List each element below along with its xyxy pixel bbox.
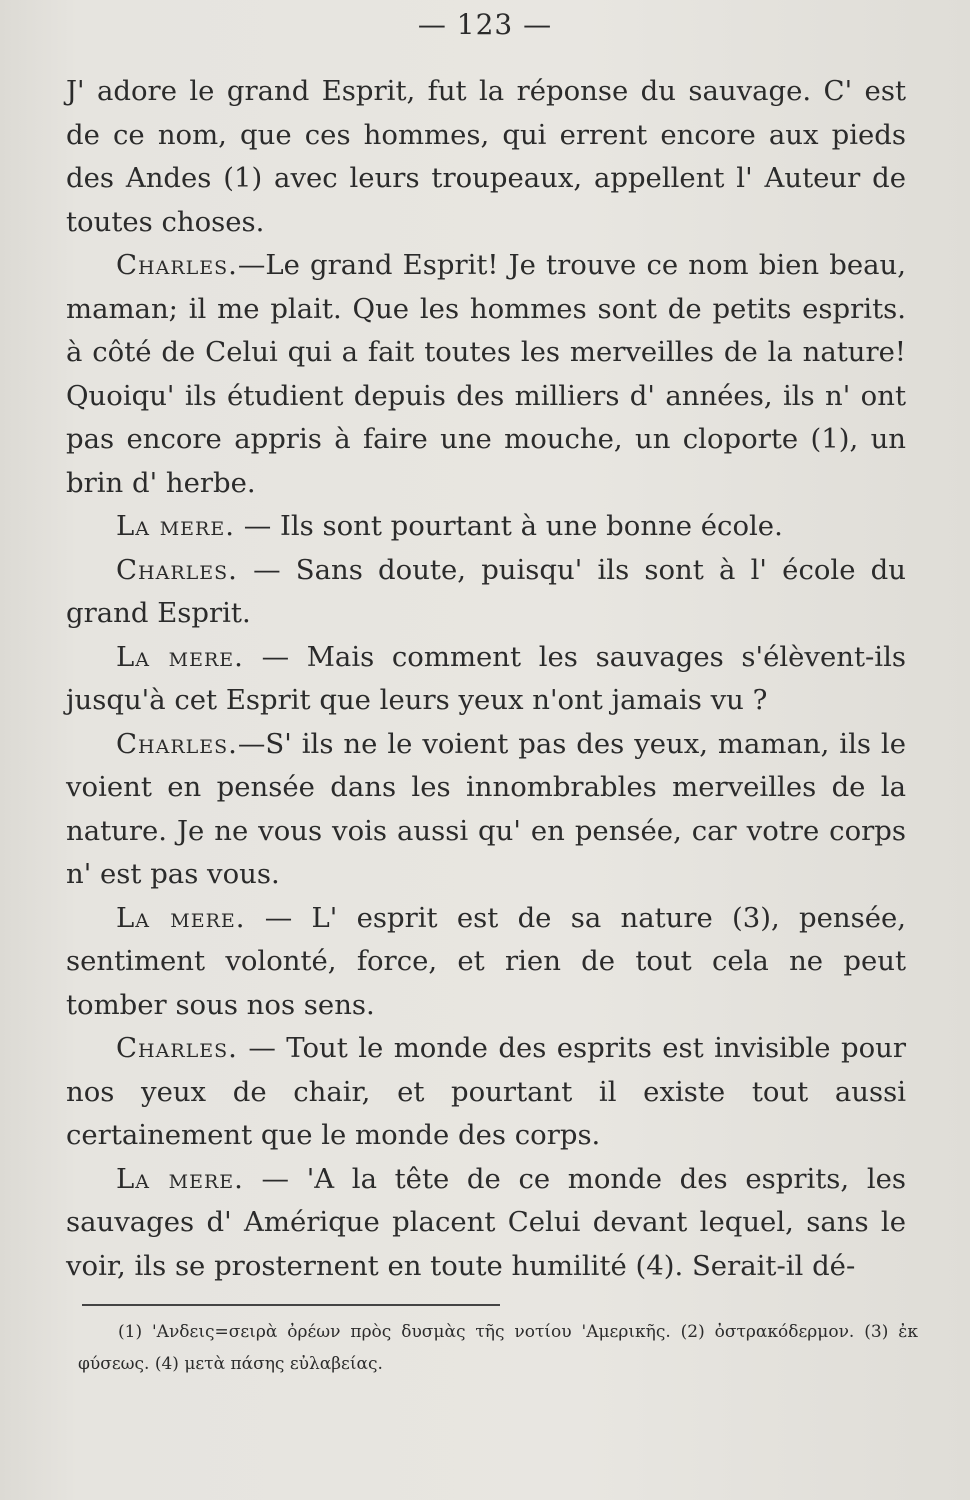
paragraph-text: — Mais comment les sauvages s'élèvent-ils jusqu'à cet Esprit que leurs yeux n'ont jamais vu ? <box>66 640 906 716</box>
paragraph-2 <box>66 244 906 505</box>
paragraph-8 <box>66 1027 906 1158</box>
paragraph-1 <box>66 70 906 244</box>
speaker-label: La mere. <box>116 510 235 542</box>
speaker-label: Charles. <box>116 553 238 586</box>
paragraph-text: — Ils sont pourtant à une bonne école. <box>234 510 783 542</box>
speaker-label: Charles. <box>116 1032 238 1064</box>
paragraph-text: — 'A la tête de ce monde des esprits, les sauvages d' Amérique placent Celui devant lequel, sans le voir, ils se prosternent en toute humilité (4). Serait-il dé- <box>66 1162 906 1282</box>
paragraph-4 <box>66 549 906 636</box>
paragraph-text: —Le grand Esprit! Je trouve ce nom bien beau, maman; il me plait. Que les hommes sont de petits esprits. à côté de Celui qui a fait toutes les merveilles de la nature! Quoiqu' ils étudient depuis des milliers d' années, ils n' ont pas encore appris à faire une mouche, un cloporte (1), un brin d' herbe. <box>66 249 906 499</box>
paragraph-text: — Sans doute, puisqu' ils sont à l' école du grand Esprit. <box>66 553 906 629</box>
paragraph-text: — L' esprit est de sa nature (3), pensée, sentiment volonté, force, et rien de tout cela ne peut tomber sous nos sens. <box>66 901 907 1021</box>
paragraph-6 <box>66 723 906 897</box>
paragraph-3 <box>66 505 906 549</box>
speaker-label: Charles. <box>116 727 238 760</box>
speaker-label: Charles. <box>116 249 238 281</box>
paragraph-9 <box>66 1158 906 1289</box>
speaker-label: La mere. <box>116 1162 244 1195</box>
page-number: — 123 — <box>417 8 553 41</box>
footnote-divider <box>82 1304 500 1306</box>
paragraph-5 <box>66 636 906 723</box>
paragraph-text: — Tout le monde des esprits est invisible pour nos yeux de chair, et pourtant il existe tout aussi certainement que le monde des corps. <box>66 1032 906 1151</box>
speaker-label: La mere. <box>116 901 246 934</box>
paragraph-text: —S' ils ne le voient pas des yeux, maman, ils le voient en pensée dans les innombrables merveilles de la nature. Je ne vous vois aussi qu' en pensée, car votre corps n' est pas vous. <box>66 727 906 890</box>
footnotes <box>78 1316 918 1380</box>
paragraph-text: J' adore le grand Esprit, fut la réponse du sauvage. C' est de ce nom, que ces hommes, qui errent encore aux pieds des Andes (1) avec leurs troupeaux, appellent l' Auteur de toutes choses. <box>66 75 906 238</box>
speaker-label: La mere. <box>116 640 244 673</box>
footnote-text: (1) 'Ανδεις=σειρὰ ὀρέων πρὸς δυσμὰς τῆς νοτίου 'Αμερικῆς. (2) ὀστρακόδερμον. (3) ἐκ φύσεως. (4) μετὰ πάσης εὐλαβείας. <box>78 1322 918 1374</box>
body-text <box>66 70 906 1288</box>
paragraph-7 <box>66 897 906 1028</box>
